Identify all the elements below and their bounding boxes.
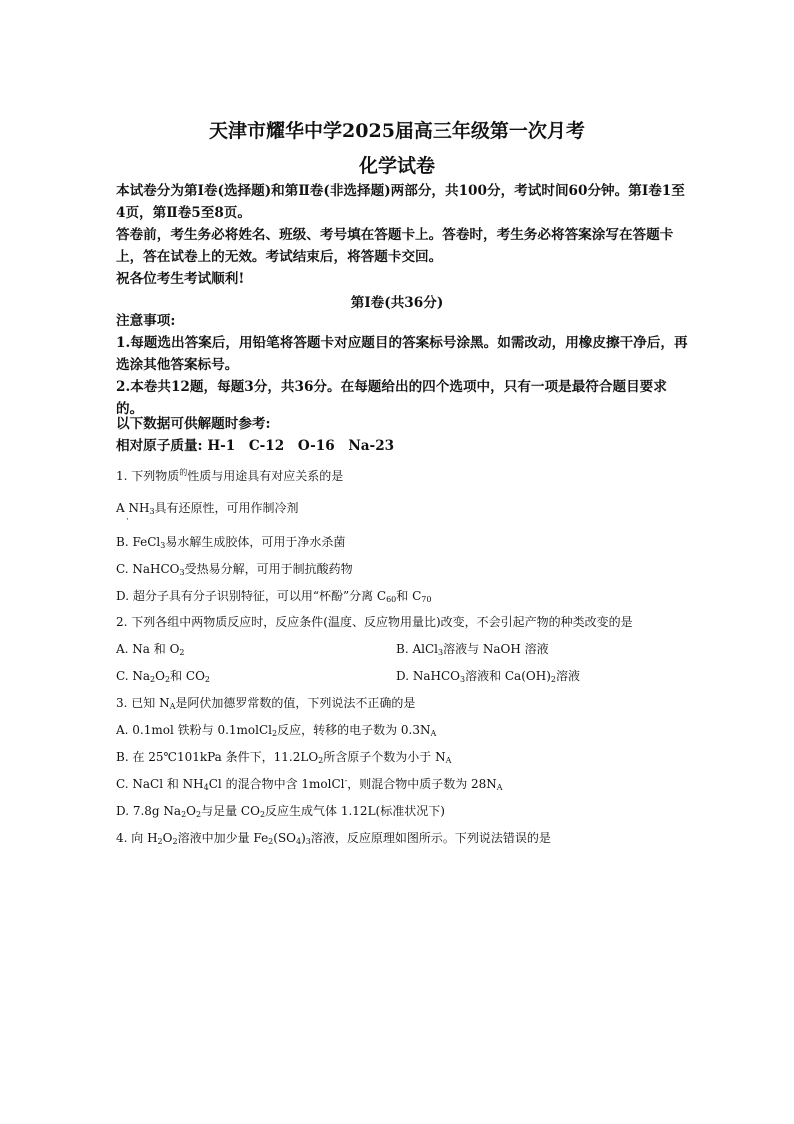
notes-title: 注意事项: bbox=[116, 313, 176, 329]
q3-option-a: A. 0.1mol 铁粉与 0.1molCl$_2$反应，转移的电子数为 $0.3N_A$ bbox=[116, 723, 437, 738]
intro-paragraph-1: 本试卷分为第Ⅰ卷(选择题)和第Ⅱ卷(非选择题)两部分，共100分，考试时间60分钟。第Ⅰ卷1至4页，第Ⅱ卷5至8页。 bbox=[116, 183, 685, 221]
question-2-stem: 2. 下列各组中两物质反应时，反应条件(温度、反应物用量比)改变，不会引起产物的种类改变的是 bbox=[116, 615, 633, 629]
atomic-mass-line: 相对原子质量: H-1 C-12 O-16 Na-23 bbox=[116, 438, 395, 454]
note-1: 1.每题选出答案后，用铅笔将答题卡对应题目的答案标号涂黑。如需改动，用橡皮擦干净后，再选涂其他答案标号。 bbox=[116, 335, 688, 373]
intro-paragraph-2: 答卷前，考生务必将姓名、班级、考号填在答题卡上。答卷时，考生务必将答案涂写在答题卡上，答在试卷上的无效。考试结束后，将答题卡交回。 bbox=[116, 227, 674, 265]
part1-heading: 第Ⅰ卷(共36分) bbox=[350, 295, 444, 311]
stray-dot: · bbox=[126, 515, 129, 525]
q1-option-a: A $NH_3$具有还原性，可用作制冷剂 bbox=[116, 501, 299, 516]
q3-option-b: B. 在 25℃101kPa 条件下，$11.2LO_2$所含原子个数为小于 $N_A$ bbox=[116, 750, 452, 765]
q3-option-c: C. NaCl 和 $NH_4Cl$ 的混合物中含 1molCl-，则混合物中质子数为 $28N_A$ bbox=[116, 776, 503, 792]
question-4-stem: 4. 向 $H_2O_2$溶液中加少量 $Fe_2(SO_4)_3$溶液，反应原理如图所示。下列说法错误的是 bbox=[116, 831, 551, 846]
q2-option-a: A. Na 和 $O_2$ bbox=[116, 642, 185, 657]
data-reference: 以下数据可供解题时参考: bbox=[116, 416, 271, 432]
q2-option-b: B. AlCl$_3$溶液与 NaOH 溶液 bbox=[396, 642, 549, 657]
note-2: 2.本卷共12题，每题3分，共36分。在每题给出的四个选项中，只有一项是最符合题目要求的。 bbox=[116, 379, 667, 417]
question-1-stem: 1. 下列物质$^的$性质与用途具有对应关系的是 bbox=[116, 468, 344, 483]
q1-option-d: D. 超分子具有分子识别特征，可以用“杯酚”分离 $C_{60}$和 $C_{70}$ bbox=[116, 589, 432, 604]
question-3-stem: 3. 已知 $N_A$是阿伏加德罗常数的值，下列说法不正确的是 bbox=[116, 696, 416, 711]
q3-option-d: D. 7.8g $Na_2O_2$与足量 $CO_2$反应生成气体 1.12L(标准状况下) bbox=[116, 804, 445, 819]
q1-option-b: B. FeCl$_3$易水解生成胶体，可用于净水杀菌 bbox=[116, 535, 346, 550]
q2-option-c: C. $Na_2O_2$和 $CO_2$ bbox=[116, 669, 211, 684]
subject-title: 化学试卷 bbox=[358, 155, 435, 177]
q1-option-c: C. NaHCO$_3$受热易分解，可用于制抗酸药物 bbox=[116, 562, 353, 577]
q2-option-d: D. NaHCO$_3$溶液和 $Ca(OH)_2$溶液 bbox=[396, 669, 580, 684]
exam-title: 天津市耀华中学2025届高三年级第一次月考 bbox=[209, 120, 585, 142]
good-luck-text: 祝各位考生考试顺利! bbox=[116, 271, 245, 287]
